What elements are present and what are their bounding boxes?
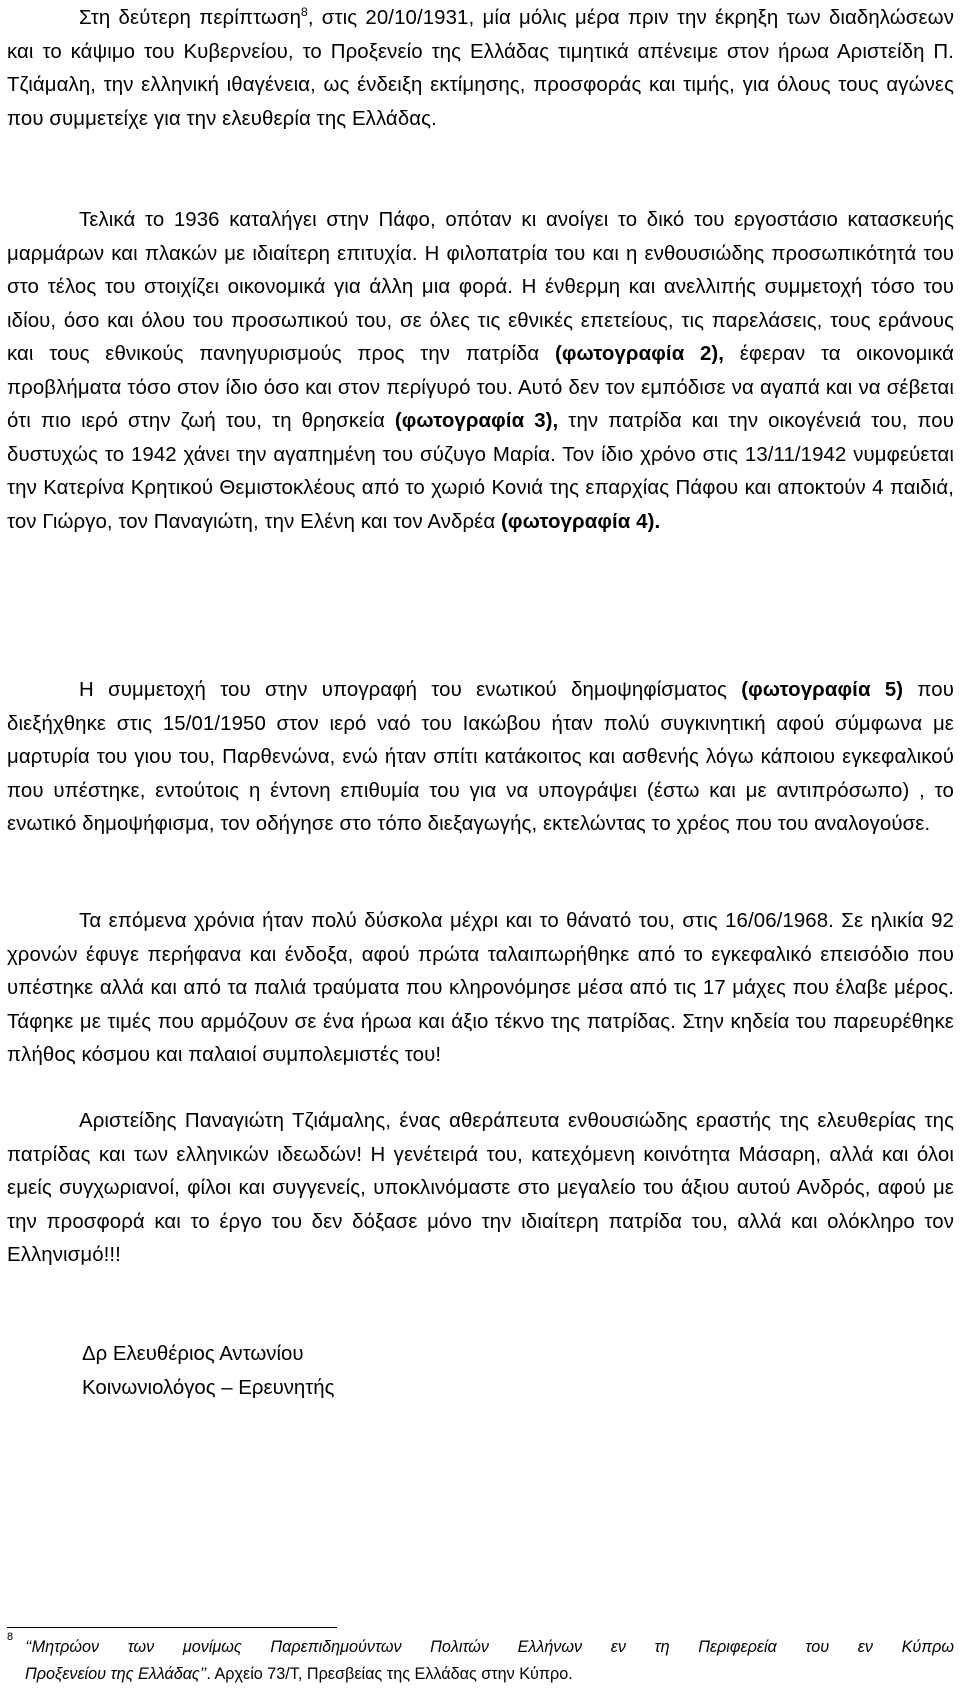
- paragraph-referendum: [7, 674, 954, 842]
- photo-reference-3: (φωτογραφία 3),: [394, 410, 559, 432]
- paragraph-text: που διεξήχθηκε στις 15/01/1950 στον ιερό ναό του Ιακώβου ήταν πολύ συγκινητική αφού σύμφωνα με μαρτυρία του γιου του, Παρθενώνα, ενώ ήταν σπίτι κατάκοιτος και ασθενής λόγω κάποιου εγκεφαλικού που υπέστηκε, εντούτοις η έντονη επιθυμία του για να υπογράψει (έστω και με αντιπρόσωπο) , το ενωτικό δημοψήφισμα, τον οδήγησε στο τόπο διεξαγωγής, εκτελώντας το χρέος που του αναλογούσε.: [7, 679, 954, 835]
- paragraph-text: Τα επόμενα χρόνια ήταν πολύ δύσκολα μέχρι και το θάνατό του, στις 16/06/1968. Σε ηλικία 92 χρονών έφυγε περήφανα και ένδοξα, αφού πρώτα ταλαιπωρήθηκε από το εγκεφαλικό επεισόδιο που υπέστηκε αλλά και από τα παλιά τραύματα που κληρονόμησε μέσα από τις 17 μάχες που έλαβε μέρος. Τάφηκε με τιμές που αρμόζουν σε ένα ήρωα και άξιο τέκνο της πατρίδας. Στην κηδεία του παρευρέθηκε πλήθος κόσμου και παλαιοί συμπολεμιστές του!: [7, 910, 954, 1066]
- footnote-reference: 8: [301, 5, 308, 20]
- paragraph-text: Αριστείδης Παναγιώτη Τζιάμαλης, ένας αθεράπευτα ενθουσιώδης εραστής της ελευθερίας της πατρίδας και των ελληνικών ιδεωδών! Η γενέτειρά του, κατεχόμενη κοινότητα Μάσαρη, αλλά και όλοι εμείς συγχωριανοί, φίλοι και συγγενείς, υποκλινόμαστε στο μεγαλείο του άξιου αυτού Ανδρός, αφού με την προσφορά και το έργο του δεν δόξασε μόνο την ιδιαίτερη πατρίδα του, αλλά και ολόκληρο τον Ελληνισμό!!!: [7, 1110, 954, 1266]
- footnote-separator: [7, 1627, 337, 1628]
- footnote-archive: . Αρχείο 73/Τ, Πρεσβείας της Ελλάδας στην Κύπρο.: [206, 1665, 573, 1683]
- photo-reference-5: (φωτογραφία 5): [741, 679, 904, 701]
- paragraph-naturalization: [7, 2, 954, 136]
- paragraph-text: την πατρίδα και την οικογένειά του, που δυστυχώς το 1942 χάνει την αγαπημένη του σύζυγο Μαρία. Τον ίδιο χρόνο στις 13/11/1942 νυμφεύεται την Κατερίνα Κρητικού Θεμιστοκλέους από το χωριό Κονιά της επαρχίας Πάφου και αποκτούν 4 παιδιά, τον Γιώργο, τον Παναγιώτη, την Ελένη και τον Ανδρέα: [7, 410, 954, 533]
- author-signature: [82, 1337, 334, 1405]
- footnote-source-title-end: Προξενείου της Ελλάδας’’: [25, 1665, 207, 1683]
- paragraph-tribute: [7, 1105, 954, 1273]
- photo-reference-2: (φωτογραφία 2),: [554, 343, 725, 365]
- paragraph-death: [7, 905, 954, 1073]
- paragraph-text: έφεραν τα οικονομικά προβλήματα τόσο στον ίδιο όσο και στον περίγυρό του. Αυτό δεν τον εμπόδισε να αγαπά και να σέβεται ότι πιο ιερό στην ζωή του, τη θρησκεία: [7, 343, 954, 432]
- paragraph-text: Η συμμετοχή του στην υπογραφή του ενωτικού δημοψηφίσματος: [79, 679, 742, 701]
- author-name: Δρ Ελευθέριος Αντωνίου: [82, 1343, 304, 1365]
- footnote-source-title: ‘‘Μητρώον των μονίμως Παρεπιδημούντων Πολιτών Ελλήνων εν τη Περιφερεία του εν Κύπρω: [25, 1638, 954, 1656]
- paragraph-text: , στις 20/10/1931, μία μόλις μέρα πριν την έκρηξη των διαδηλώσεων και το κάψιμο του Κυβερνείου, το Προξενείο της Ελλάδας τιμητικά απένειμε στον ήρωα Αριστείδη Π. Τζιάμαλη, την ελληνική ιθαγένεια, ως ένδειξη εκτίμησης, προσφοράς και τιμής, για όλους τους αγώνες που συμμετείχε για την ελευθερία της Ελλάδας.: [7, 7, 955, 130]
- footnote-body: [7, 1631, 954, 1688]
- photo-reference-4: (φωτογραφία 4).: [501, 510, 661, 533]
- footnote-number: 8: [7, 1631, 14, 1643]
- paragraph-paphos: [7, 204, 954, 539]
- paragraph-text: Στη δεύτερη περίπτωση: [79, 7, 302, 29]
- author-title: Κοινωνιολόγος – Ερευνητής: [82, 1377, 335, 1399]
- paragraph-text: Τελικά το 1936 καταλήγει στην Πάφο, οπόταν κι ανοίγει το δικό του εργοστάσιο κατασκευής μαρμάρων και πλακών με ιδιαίτερη επιτυχία. Η φιλοπατρία του και η ενθουσιώδης προσωπικότητά του στο τέλος του στοιχίζει οικονομικά για άλλη μια φορά. Η ένθερμη και ανελλιπής συμμετοχή τόσο του ιδίου, όσο και όλου του προσωπικού του, σε όλες τις εθνικές επετείους, τις παρελάσεις, τους εράνους και τους εθνικούς πανηγυρισμούς προς την πατρίδα: [7, 209, 954, 365]
- footnote: [7, 1631, 954, 1688]
